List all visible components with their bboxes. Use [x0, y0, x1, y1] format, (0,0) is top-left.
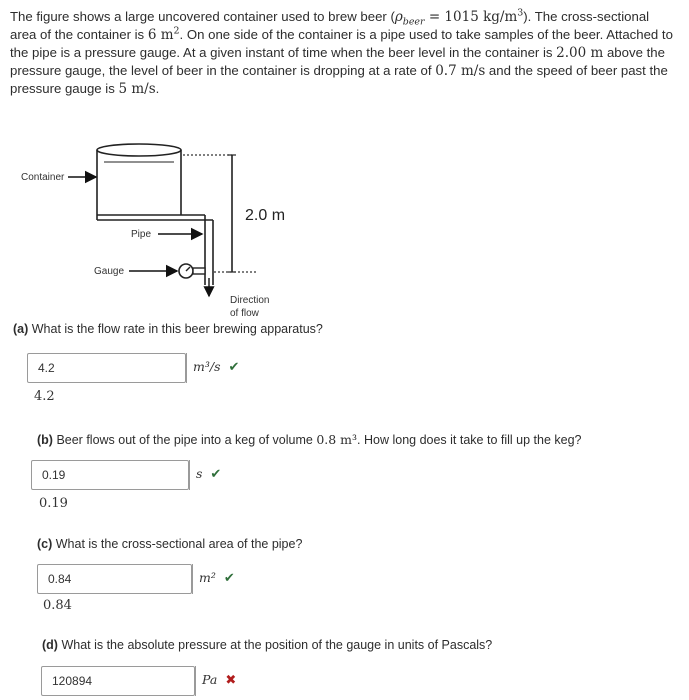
question-c: (c) What is the cross-sectional area of the pipe?: [37, 537, 303, 551]
direction-label-1: Direction: [230, 295, 270, 306]
question-d: (d) What is the absolute pressure at the position of the gauge in units of Pascals?: [42, 638, 493, 652]
incorrect-x-icon: ✖: [225, 673, 237, 688]
gauge-label: Gauge: [94, 266, 125, 277]
answer-c-input[interactable]: 0.84: [37, 564, 192, 594]
direction-label-2: of flow: [230, 308, 259, 319]
rho-symbol: $\rho_{beer} = 1015$ $kg/m^3$: [394, 7, 524, 28]
pipe-shape: [205, 215, 213, 285]
rate-value: 0.7 m/s: [435, 63, 486, 79]
correct-check-icon: ✔: [223, 571, 235, 586]
answer-b-echo: 0.19: [39, 496, 68, 511]
answer-c-echo: 0.84: [43, 598, 72, 613]
question-b: (b) Beer flows out of the pipe into a keg of volume 0.8 m³. How long does it take to fill up the keg?: [37, 432, 582, 447]
correct-check-icon: ✔: [228, 360, 240, 375]
answer-b-input[interactable]: 0.19: [31, 460, 189, 490]
height-label: 2.0 m: [245, 207, 286, 224]
correct-check-icon: ✔: [210, 467, 222, 482]
question-a: (a) What is the flow rate in this beer brewing apparatus?: [13, 322, 323, 336]
answer-c-unit: m² ✔: [192, 564, 235, 594]
intro-text-1: The figure shows a large uncovered container used to brew beer (: [10, 9, 395, 24]
answer-a-unit: m³/s ✔: [186, 353, 239, 383]
speed-value: 5 m/s: [118, 81, 156, 97]
height-value: 2.00 m: [556, 45, 604, 61]
intro-text-4: above the pressure gauge, the level of beer in the container is dropping at a rate of: [10, 45, 665, 78]
gauge-shape: [179, 264, 256, 278]
answer-b-unit: s ✔: [189, 460, 221, 490]
intro-text-2: ). The cross-sectional area of the container is: [10, 9, 650, 42]
intro-text-3: . On one side of the container is a pipe used to take samples of the beer. Attached to the pipe is a pressure gauge. At a given instant of time when the beer level in the container is: [10, 27, 673, 60]
height-dimension: [228, 155, 236, 272]
apparatus-figure: [0, 0, 689, 330]
intro-text-6: .: [155, 81, 160, 96]
container-label: Container: [21, 172, 65, 183]
answer-a-input[interactable]: 4.2: [27, 353, 186, 383]
intro-text-5: and the speed of beer past the pressure gauge is: [10, 63, 668, 96]
pipe-label: Pipe: [131, 229, 152, 240]
answer-d-input[interactable]: 120894: [41, 666, 195, 696]
answer-a-echo: 4.2: [34, 389, 55, 404]
answer-d-unit: Pa ✖: [195, 666, 236, 696]
area-value: 6 $m^2$: [147, 25, 180, 43]
